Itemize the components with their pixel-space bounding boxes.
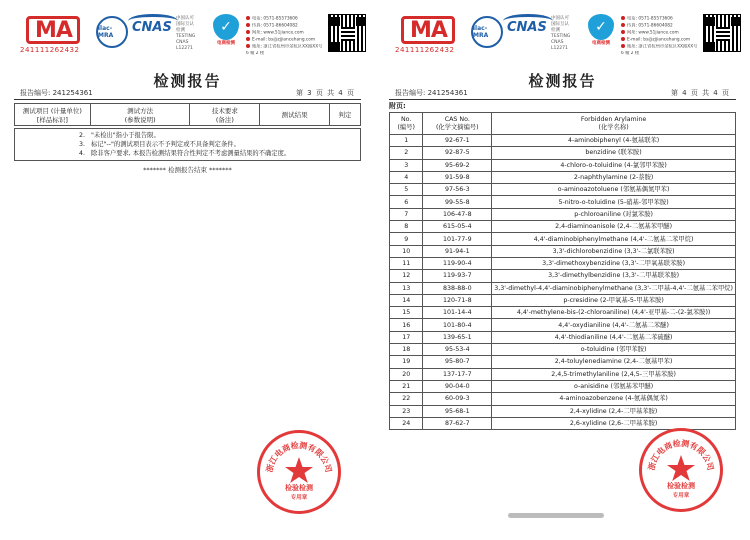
cell-name: 5-nitro-o-toluidine (5-硝基-邻甲苯胺) — [492, 196, 736, 208]
report-header — [20, 12, 360, 62]
report-header — [395, 12, 735, 62]
cell-cas: 106-47-8 — [423, 208, 492, 220]
cell-name: 4,4'-oxydianiline (4,4'-二氨基二苯醚) — [492, 319, 736, 331]
cell-no: 18 — [390, 344, 423, 356]
cell-cas: 95-80-7 — [423, 356, 492, 368]
qr-code-icon[interactable] — [328, 14, 366, 52]
col-cas: CAS No. (化学文摘编号) — [423, 113, 492, 135]
cell-no: 20 — [390, 368, 423, 380]
cell-cas: 90-04-0 — [423, 380, 492, 392]
svg-text:浙江电商检测有限公司: 浙江电商检测有限公司 — [264, 440, 334, 474]
ecommerce-testing-badge: ✓ 电商检测 — [585, 14, 617, 50]
page-indicator: 第 4 页 共 4 页 — [670, 89, 730, 97]
table-row — [390, 171, 736, 183]
table-row — [390, 135, 736, 147]
results-table-header — [14, 103, 361, 126]
col-test-method: 测试方法 (参数说明) — [90, 104, 190, 126]
table-row — [390, 221, 736, 233]
cell-name: o-toluidine (邻甲苯胺) — [492, 344, 736, 356]
table-row — [390, 319, 736, 331]
cell-name: 2,4-diaminoanisole (2,4-二氨基苯甲醚) — [492, 221, 736, 233]
cell-cas: 91-94-1 — [423, 245, 492, 257]
cell-name: 3,3'-dimethylbenzidine (3,3'-二甲基联苯胺) — [492, 270, 736, 282]
cell-cas: 101-14-4 — [423, 307, 492, 319]
cnas-logo: CNAS — [507, 20, 547, 35]
cell-no: 13 — [390, 282, 423, 294]
cell-name: benzidine (联苯胺) — [492, 147, 736, 159]
cell-no: 11 — [390, 257, 423, 269]
cell-no: 10 — [390, 245, 423, 257]
col-no: No. (编号) — [390, 113, 423, 135]
cell-cas: 97-56-3 — [423, 184, 492, 196]
table-row — [390, 245, 736, 257]
cell-no: 24 — [390, 417, 423, 429]
note-item: 4. 除非客户要求, 本报告检测结果符合性判定不考虑测量结果的不确定度。 — [78, 150, 291, 157]
accreditation-text: 中国认可 国际互认 检测 TESTING CNAS L12271 — [176, 16, 196, 51]
cell-no: 2 — [390, 147, 423, 159]
report-meta — [395, 88, 730, 98]
note-item: 2. "未检出"指小于报告限。 — [78, 132, 160, 139]
seal-star-icon — [285, 457, 313, 483]
ilac-mra-logo: ilac-MRA — [96, 16, 128, 48]
col-requirement: 技术要求 (备注) — [190, 104, 260, 126]
cell-no: 19 — [390, 356, 423, 368]
cell-no: 9 — [390, 233, 423, 245]
contact-info: 电话: 0571-85573606 传真: 0571-86604082 网址: www.51jiance.com E-mail: bs@zjjiancehang.com 地址: 浙江省杭州市余杭区XX路XX号 6 幢 2 楼 — [246, 16, 323, 56]
table-row — [390, 208, 736, 220]
page-title: 检测报告 — [153, 72, 222, 90]
cell-no: 1 — [390, 135, 423, 147]
table-row — [390, 233, 736, 245]
cell-name: p-cresidine (2-甲氧基-5-甲基苯胺) — [492, 294, 736, 306]
cell-no: 17 — [390, 331, 423, 343]
page-indicator: 第 3 页 共 4 页 — [295, 89, 355, 97]
table-row — [390, 282, 736, 294]
cnas-logo: CNAS — [132, 20, 172, 35]
qr-code-icon[interactable] — [703, 14, 741, 52]
cell-no: 14 — [390, 294, 423, 306]
table-row — [390, 257, 736, 269]
table-row — [390, 294, 736, 306]
official-seal: 浙江电商检测有限公司 检验检测 专用章 — [639, 428, 723, 512]
cell-name: 4,4'-diaminobiphenylmethane (4,4'-二氨基二苯甲烷) — [492, 233, 736, 245]
cell-name: 4,4'-thiodianiline (4,4'-二氨基二苯硫醚) — [492, 331, 736, 343]
cell-name: 2-naphthylamine (2-萘胺) — [492, 171, 736, 183]
cell-cas: 139-65-1 — [423, 331, 492, 343]
table-row — [390, 393, 736, 405]
arylamine-table — [389, 112, 736, 430]
official-seal: 浙江电商检测有限公司 检验检测 专用章 — [257, 430, 341, 514]
cell-no: 7 — [390, 208, 423, 220]
cell-name: 2,6-xylidine (2,6-二甲基苯胺) — [492, 417, 736, 429]
cell-no: 16 — [390, 319, 423, 331]
report-number: 报告编号: 241254361 — [395, 89, 468, 97]
cell-cas: 95-53-4 — [423, 344, 492, 356]
col-test-item: 测试项目 (计量单位) [样品标识] — [15, 104, 91, 126]
cma-code: 241111262432 — [395, 46, 455, 54]
col-verdict: 判定 — [330, 104, 361, 126]
table-row — [390, 356, 736, 368]
table-row — [390, 184, 736, 196]
cell-no: 5 — [390, 184, 423, 196]
cell-cas: 101-77-9 — [423, 233, 492, 245]
horizontal-scrollbar[interactable] — [508, 513, 604, 518]
table-row — [390, 270, 736, 282]
cma-code: 241111262432 — [20, 46, 80, 54]
seal-star-icon — [667, 455, 695, 481]
cell-name: o-aminoazotoluene (邻氨基偶氮甲苯) — [492, 184, 736, 196]
table-row — [390, 368, 736, 380]
divider — [14, 99, 361, 100]
cell-name: 4,4'-methylene-bis-(2-chloroaniline) (4,4'-亚甲基-二-(2-氯苯胺)) — [492, 307, 736, 319]
cell-cas: 92-67-1 — [423, 135, 492, 147]
cma-logo: MA 241111262432 — [395, 16, 465, 60]
divider — [389, 99, 736, 100]
contact-info: 电话: 0571-85573606 传真: 0571-86604082 网址: www.51jiance.com E-mail: bs@zjjiancehang.com 地址: 浙江省杭州市余杭区XX路XX号 6 幢 2 楼 — [621, 16, 698, 56]
cell-cas: 615-05-4 — [423, 221, 492, 233]
table-row — [390, 307, 736, 319]
ilac-mra-logo: ilac-MRA — [471, 16, 503, 48]
note-item: 3. 标记"--"的测试项目表示不予判定或不具备判定条件。 — [78, 141, 240, 148]
report-end-marker: ******* 检测报告结束 ******* — [143, 166, 232, 174]
ecommerce-testing-badge: ✓ 电商检测 — [210, 14, 242, 50]
col-name: Forbidden Arylamine (化学名称) — [492, 113, 736, 135]
cell-no: 21 — [390, 380, 423, 392]
cell-no: 23 — [390, 405, 423, 417]
cell-name: p-chloroaniline (对氯苯胺) — [492, 208, 736, 220]
svg-text:浙江电商检测有限公司: 浙江电商检测有限公司 — [646, 438, 716, 472]
cell-name: 2,4-toluylenediamine (2,4-二氨基甲苯) — [492, 356, 736, 368]
table-row — [390, 405, 736, 417]
cell-no: 3 — [390, 159, 423, 171]
cell-name: o-anisidine (邻氨基苯甲醚) — [492, 380, 736, 392]
cell-name: 2,4,5-trimethylaniline (2,4,5-三甲基苯胺) — [492, 368, 736, 380]
cell-name: 2,4-xylidine (2,4-二甲基苯胺) — [492, 405, 736, 417]
cell-name: 4-chloro-o-toluidine (4-氯邻甲苯胺) — [492, 159, 736, 171]
cma-logo: MA 241111262432 — [20, 16, 90, 60]
report-meta — [20, 88, 355, 98]
cell-cas: 87-62-7 — [423, 417, 492, 429]
col-result: 测试结果 — [260, 104, 330, 126]
cell-cas: 838-88-0 — [423, 282, 492, 294]
cell-cas: 120-71-8 — [423, 294, 492, 306]
table-row — [390, 331, 736, 343]
cell-cas: 119-93-7 — [423, 270, 492, 282]
cell-no: 15 — [390, 307, 423, 319]
table-row — [390, 344, 736, 356]
cell-name: 3,3'-dimethoxybenzidine (3,3'-二甲氧基联苯胺) — [492, 257, 736, 269]
cell-cas: 95-68-1 — [423, 405, 492, 417]
cell-no: 8 — [390, 221, 423, 233]
cell-no: 22 — [390, 393, 423, 405]
cell-name: 3,3'-dichlorobenzidine (3,3'-二氯联苯胺) — [492, 245, 736, 257]
cell-name: 3,3'-dimethyl-4,4'-diaminobiphenylmethane (3,3'-二甲基-4,4'-二氨基二苯甲烷) — [492, 282, 736, 294]
cell-cas: 92-87-5 — [423, 147, 492, 159]
appendix-label: 附页: — [389, 102, 406, 110]
cell-name: 4-aminobiphenyl (4-氨基联苯) — [492, 135, 736, 147]
cell-no: 6 — [390, 196, 423, 208]
cell-cas: 95-69-2 — [423, 159, 492, 171]
notes-box — [14, 128, 361, 161]
cell-cas: 119-90-4 — [423, 257, 492, 269]
cell-cas: 101-80-4 — [423, 319, 492, 331]
report-number: 报告编号: 241254361 — [20, 89, 93, 97]
table-row — [390, 159, 736, 171]
page-title: 检测报告 — [528, 72, 597, 90]
cell-cas: 60-09-3 — [423, 393, 492, 405]
cell-name: 4-aminoazobenzene (4-氨基偶氮苯) — [492, 393, 736, 405]
table-row — [390, 147, 736, 159]
table-row — [390, 380, 736, 392]
check-shield-icon: ✓ — [588, 14, 614, 40]
report-page-4 — [375, 0, 750, 540]
cell-no: 12 — [390, 270, 423, 282]
cell-cas: 91-59-8 — [423, 171, 492, 183]
cell-cas: 99-55-8 — [423, 196, 492, 208]
cell-no: 4 — [390, 171, 423, 183]
cell-cas: 137-17-7 — [423, 368, 492, 380]
accreditation-text: 中国认可 国际互认 检测 TESTING CNAS L12271 — [551, 16, 571, 51]
table-row — [390, 196, 736, 208]
check-shield-icon: ✓ — [213, 14, 239, 40]
